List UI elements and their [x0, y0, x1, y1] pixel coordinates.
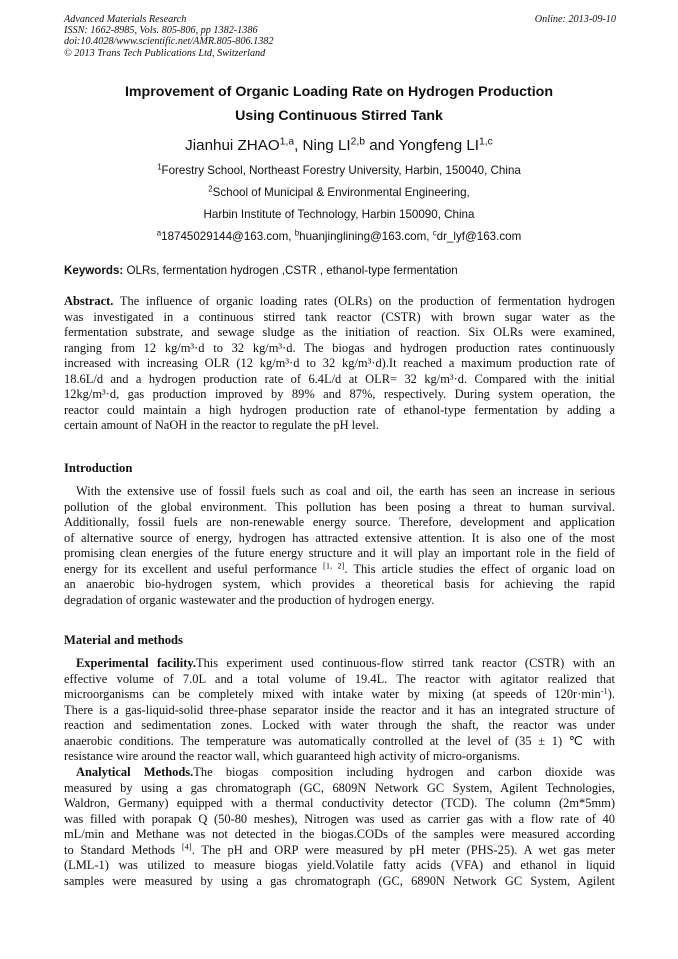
author-sup: 1,a	[279, 136, 295, 148]
methods-line: effective volume of 7.0L and a total volume of 19.4L. The reactor with agitator realized that	[64, 671, 615, 686]
online-date: Online: 2013-09-10	[534, 14, 616, 25]
abstract-label: Abstract.	[64, 294, 114, 308]
methods-line: anaerobic conditions. The temperature was automatically controlled at the level of (35 ± 1) ℃ with	[64, 733, 615, 748]
abstract-line: was investigated in a continuous stirred tank reactor (CSTR) with brown sugar water as the	[64, 309, 615, 324]
email-link[interactable]: huanjinglining@163.com,	[299, 230, 433, 243]
abstract-line: ranging from 12 kg/m³·d to 32 kg/m³·d. The biogas and hydrogen production rates continuously	[64, 340, 615, 355]
intro-line: degradation of organic wastewater and the production of hydrogen energy.	[64, 592, 435, 607]
affiliation-text: Forestry School, Northeast Forestry University, Harbin, 150040, China	[161, 164, 521, 177]
email-link[interactable]: dr_lyf@163.com	[436, 230, 522, 243]
keywords-label: Keywords:	[64, 264, 124, 277]
methods-text: . The pH and ORP were measured by pH meter (PHS-25). A wet gas meter	[191, 842, 615, 857]
methods-line	[64, 656, 615, 672]
methods-line: samples were measured by using a gas chromatograph (GC, 6890N Network GC System, Agilent	[64, 873, 615, 888]
section-heading-introduction: Introduction	[64, 461, 133, 475]
journal-header	[64, 14, 616, 59]
methods-text: microorganisms can be completely mixed with intake water by mixing (at speeds of 120r·min	[64, 687, 601, 702]
keywords	[64, 264, 624, 278]
journal-name: Advanced Materials Research	[64, 14, 187, 25]
methods-paragraph-facility	[64, 656, 615, 765]
author-list	[0, 136, 678, 156]
intro-line: of alternative source of energy, hydrogen has attracted extensive attention. It is also one of the most	[64, 530, 615, 545]
doi-line: doi:10.4028/www.scientific.net/AMR.805-806.1382	[64, 36, 274, 48]
methods-line: mL/min and Methane was not detected in the biogas.CODs of the samples were measured according	[64, 827, 615, 842]
methods-line: (LML-1) was utilized to measure biogas yield.Volatile fatty acids (VFA) and ethanol in liquid	[64, 858, 615, 873]
email-link[interactable]: 18745029144@163.com,	[161, 230, 295, 243]
methods-line	[64, 687, 615, 703]
methods-line: There is a gas-liquid-solid three-phase separator inside the reactor and it has an integrated structure of	[64, 702, 615, 717]
paper-title	[44, 80, 634, 128]
intro-text: energy for its excellent and useful performance	[64, 561, 324, 576]
title-line-1: Improvement of Organic Loading Rate on Hydrogen Production	[124, 84, 553, 100]
methods-paragraph-analytical	[64, 765, 615, 889]
affiliation-text: School of Municipal & Environmental Engineering,	[212, 186, 470, 199]
affiliation-2	[0, 186, 678, 200]
methods-line	[64, 765, 615, 781]
affiliation-1	[0, 164, 678, 178]
methods-text: The biogas composition including hydrogen and carbon dioxide was	[193, 765, 615, 779]
intro-line: promising clean energies of the future energy structure and it will play an important role in the field of	[64, 546, 615, 561]
abstract-line: 18.6L/d and a hydrogen production rate of 6.4L/d at OLR= 32 kg/m³·d. Compared with the initial	[64, 371, 615, 386]
subsection-label: Analytical Methods.	[76, 765, 194, 779]
author-name: and Yongfeng LI	[365, 137, 480, 154]
abstract-line: increased with increasing OLR (12 kg/m³·d to 32 kg/m³·d).It reached a maximum production rate of	[64, 356, 615, 371]
title-line-2: Using Continuous Stirred Tank	[235, 108, 443, 124]
methods-text: This experiment used continuous-flow stirred tank reactor (CSTR) with an	[195, 656, 615, 670]
author-sup: 2,b	[350, 136, 365, 148]
methods-line: was filled with porapak Q (50-80 meshes), Nitrogen was used as carrier gas with a flow rate of 40	[64, 811, 615, 826]
introduction-paragraph	[64, 484, 615, 608]
intro-line: pollution of the global environment. This pollution has been posing a threat to human survival.	[64, 499, 615, 514]
abstract-line: 12kg/m³·d, gas production improved by 89% and 87%, respectively. During system operation, the	[64, 387, 615, 402]
methods-line: reaction and sedimentation zones. Locked with water through the shaft, the reactor was under	[64, 718, 615, 733]
abstract	[64, 294, 615, 434]
intro-line: an anaerobic bio-hydrogen system, which provides a theoretical basis for achieving the rapid	[64, 577, 615, 592]
methods-text: ).	[607, 687, 615, 702]
section-heading-methods: Material and methods	[64, 633, 183, 647]
abstract-line: reactor could maintain a high hydrogen production rate of ethanol-type fermentation by adding a	[64, 402, 615, 417]
citation-ref[interactable]: [4]	[181, 841, 192, 852]
author-sup: 1,c	[479, 136, 493, 148]
email-sup: a	[156, 228, 162, 238]
abstract-line: certain amount of NaOH in the reactor to regulate the pH level.	[64, 418, 379, 433]
copyright-line: © 2013 Trans Tech Publications Ltd, Switzerland	[64, 47, 266, 59]
subsection-label: Experimental facility.	[76, 656, 196, 670]
methods-line: resistance wire around the reactor wall, which guaranteed high activity of micro-organisms.	[64, 749, 520, 764]
intro-line: Additionally, fossil fuels are non-renewable energy source. Therefore, development and application	[64, 515, 615, 530]
author-name: , Ning LI	[294, 137, 351, 154]
author-name: Jianhui ZHAO	[185, 137, 280, 154]
methods-text: to Standard Methods	[64, 842, 182, 857]
email-line	[0, 230, 678, 244]
abstract-line: fermentation substrate, and sewage sludge as the initiation of reaction. Six OLRs were examined,	[64, 325, 615, 340]
methods-line: measured by using a gas chromatograph (GC, 6809N Network GC System, Agilent Technologies,	[64, 780, 615, 795]
abstract-line	[64, 294, 615, 310]
affiliation-sup: 1	[157, 162, 162, 172]
keywords-text: OLRs, fermentation hydrogen ,CSTR , ethanol-type fermentation	[123, 264, 458, 277]
issn-line: ISSN: 1662-8985, Vols. 805-806, pp 1382-1386	[64, 25, 258, 37]
abstract-text: The influence of organic loading rates (OLRs) on the production of fermentation hydrogen	[113, 294, 615, 308]
methods-line: Waldron, Germany) equipped with a thermal conductivity detector (TCD). The column (2m*5mm)	[64, 796, 615, 811]
unit-sup: -1	[600, 685, 608, 696]
email-sup: c	[432, 228, 437, 238]
email-sup: b	[294, 228, 300, 238]
citation-ref[interactable]: [1, 2]	[323, 560, 345, 571]
intro-text: . This article studies the effect of organic load on	[344, 561, 615, 576]
affiliation-sup: 2	[208, 184, 213, 194]
methods-line	[64, 843, 615, 859]
intro-line	[64, 562, 615, 578]
affiliation-2b: Harbin Institute of Technology, Harbin 150090, China	[203, 208, 475, 221]
intro-line: With the extensive use of fossil fuels such as coal and oil, the earth has seen an increase in serious	[76, 484, 615, 498]
